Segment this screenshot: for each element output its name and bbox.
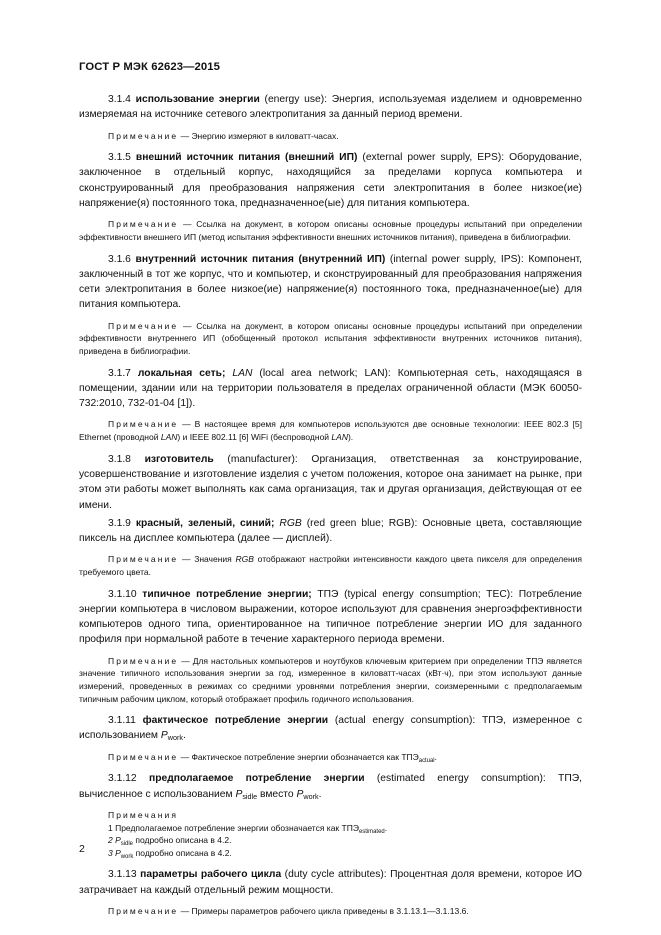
note-text: Примеры параметров рабочего цикла приведены в 3.1.13.1—3.1.13.6. <box>191 905 469 916</box>
definition-text: (external power supply, EPS): Оборудование, заключенное в отдельный корпус, находящийся за пределами корпуса компьютера и сконструированный для преобразования напряжения сети электропитания в более низкое(ие) напряжение(я) постоянного тока, предназначенное(ые) для питания компьютера. <box>79 152 582 210</box>
definition-3-1-6 <box>79 252 582 313</box>
clause-number: 3.1.10 <box>108 588 137 600</box>
notes-heading <box>79 809 582 822</box>
punctuation: . <box>384 822 388 833</box>
definition-text: (local area network; LAN): Компьютерная сеть, находящаяся в помещении, здании или на территории пользователя в пределах ограниченной области (МЭК 60050-732:2010, 732-01-04 [1]). <box>79 367 582 410</box>
note-dash: — <box>178 219 197 230</box>
definition-3-1-5 <box>79 150 582 211</box>
notes-label: Примечания <box>108 809 179 820</box>
term-abbreviation: LAN <box>232 367 253 379</box>
punctuation: . <box>182 730 186 742</box>
clause-number: 3.1.12 <box>108 773 137 785</box>
note-text: ) и IEEE 802.11 [6] WiFi (беспроводной <box>177 432 332 443</box>
definition-3-1-4 <box>79 92 582 123</box>
note-3-1-13 <box>79 905 582 918</box>
note-3-1-7 <box>79 418 582 443</box>
note-3-1-6 <box>79 320 582 358</box>
note-dash: — <box>178 320 197 331</box>
symbol: 3 P <box>108 847 121 858</box>
note-dash: — <box>178 905 192 916</box>
definition-text: (internal power supply, IPS): Компонент, заключенный в тот же корпус, что и компьютер, и сконструированный для преобразования напряжения сети электропитания в более низкое(ие) напряжение(я) постоянного тока, предназначенное(ые) для питания компьютера. <box>79 253 582 311</box>
document-body <box>79 92 582 925</box>
term: предполагаемое потребление энергии <box>148 773 365 785</box>
definition-3-1-13 <box>79 867 582 898</box>
note-text: 1 Предполагаемое потребление энергии обозначается как ТПЭ <box>108 822 359 833</box>
term: параметры рабочего цикла <box>140 869 282 881</box>
symbol: 2 P <box>108 835 121 846</box>
note-label: Примечание <box>108 130 179 141</box>
symbol-subscript: sidle <box>242 791 258 801</box>
punctuation: . <box>434 751 437 762</box>
term: типичное потребление энергии; <box>142 588 312 600</box>
note-text: Энергию измеряют в киловатт-часах. <box>191 130 339 141</box>
note-text: Ссылка на документ, в котором описаны основные процедуры испытаний при определении эффективности внешнего ИП (метод испытания эффективности внешних источников питания), приведена в библиографии. <box>79 219 582 242</box>
symbol-subscript: work <box>120 853 134 860</box>
term: внутренний источник питания (внутренний ИП) <box>135 253 386 265</box>
term: изготовитель <box>144 453 214 465</box>
note-subscript: actual <box>418 757 435 764</box>
symbol-subscript: work <box>167 733 183 743</box>
clause-number: 3.1.8 <box>108 453 131 465</box>
clause-number: 3.1.9 <box>108 517 131 529</box>
note-label: Примечание <box>108 419 179 430</box>
definition-text: вместо <box>257 788 297 800</box>
clause-number: 3.1.5 <box>108 152 131 164</box>
definition-text: (duty cycle attributes): Процентная доля времени, которое ИО затрачивает на каждый отдельный режим мощности. <box>79 869 582 896</box>
note-italic: LAN <box>331 432 348 443</box>
note-text: Значения <box>194 554 236 565</box>
note-text: подробно описана в 4.2. <box>132 835 232 846</box>
note-dash: — <box>178 419 195 430</box>
note-text: отображают настройки интенсивности каждого цвета пикселя для определения требуемого цвета. <box>79 554 582 577</box>
note-text: Фактическое потребление энергии обозначается как ТПЭ <box>191 751 419 762</box>
symbol-subscript: work <box>303 791 319 801</box>
definition-3-1-10 <box>79 587 582 648</box>
note-dash: — <box>178 554 195 565</box>
symbol: P <box>160 730 168 742</box>
note-label: Примечание <box>108 751 179 762</box>
note-3-1-5 <box>79 218 582 243</box>
definition-text: ТПЭ (typical energy consumption; TEC): Потребление энергии компьютера в числовом выражении, которое используют для сравнения энергоэффективности компьютеров одного типа, ориентированное на типичное потребление энергии ИО для заданного профиля при нормальной работе в течение характерного периода времени. <box>79 588 582 646</box>
punctuation: . <box>318 788 322 800</box>
symbol: P <box>296 788 304 800</box>
clause-number: 3.1.11 <box>108 715 136 727</box>
note-label: Примечание <box>108 905 179 916</box>
note-label: Примечание <box>108 655 179 666</box>
note-italic: LAN <box>160 432 178 443</box>
note-italic: RGB <box>235 554 254 565</box>
definition-3-1-9 <box>79 516 582 547</box>
definition-3-1-11 <box>79 713 582 744</box>
symbol: P <box>235 788 243 800</box>
definition-text: (manufacturer): Организация, ответственная за конструирование, усовершенствование и изготовление изделия с учетом положения, которое она занимает на рынке, при этом эти работы может выполнять как сама организация, так и другая организация, действующая от ее имени. <box>79 453 582 511</box>
term: использование энергии <box>135 94 260 105</box>
note-text: ). <box>347 432 354 443</box>
note-item-1 <box>79 822 582 835</box>
definition-text: (energy use): Энергия, используемая изделием и одновременно измеряемая на источнике сетевого электропитания за данный период времени. <box>79 94 582 121</box>
note-text: подробно описана в 4.2. <box>133 847 232 858</box>
clause-number: 3.1.13 <box>108 869 137 881</box>
note-3-1-4 <box>79 130 582 143</box>
note-dash: — <box>178 751 192 762</box>
definition-text: (actual energy consumption): ТПЭ, измеренное с использованием <box>79 715 583 742</box>
note-3-1-10 <box>79 655 582 705</box>
note-label: Примечание <box>108 554 179 565</box>
term: фактическое потребление энергии <box>142 715 329 727</box>
clause-number: 3.1.4 <box>108 94 131 105</box>
term: внешний источник питания (внешний ИП) <box>135 152 358 164</box>
note-label: Примечание <box>108 219 179 230</box>
symbol-subscript: sidle <box>120 841 133 848</box>
note-text: Ссылка на документ, в котором описаны основные процедуры испытаний при определении эффективности внутреннего ИП (обобщенный протокол испытания эффективности внутренних источников питания), приведена в библиографии. <box>79 320 582 356</box>
note-dash: — <box>178 655 193 666</box>
term-abbreviation: RGB <box>279 517 302 529</box>
document-header: ГОСТ Р МЭК 62623—2015 <box>79 61 221 73</box>
note-label: Примечание <box>108 320 179 331</box>
note-item-3 <box>79 847 582 860</box>
note-3-1-9 <box>79 553 582 578</box>
note-dash: — <box>178 130 192 141</box>
clause-number: 3.1.7 <box>108 367 131 379</box>
page-number: 2 <box>79 843 85 855</box>
note-text: Для настольных компьютеров и ноутбуков ключевым критерием при определении ТПЭ является значение типичного использования энергии за год, измеренное в киловатт-часах (кВт·ч), при этом используют данные измерений, проведенных в режимах со средними уровнями потребления энергии, соизмеренными с предполагаемым типичным рабочим циклом, который отображает профиль годичного использования. <box>79 655 582 704</box>
term: локальная сеть; <box>137 367 226 379</box>
note-item-2 <box>79 834 582 847</box>
note-text: В настоящее время для компьютеров используются две основные технологии: IEEE 802.3 [5] Ethernet (проводной <box>79 419 582 443</box>
definition-text: (red green blue; RGB): Основные цвета, составляющие пиксель на дисплее компьютера (далее — дисплей). <box>79 517 582 545</box>
note-3-1-11 <box>79 751 582 764</box>
note-subscript: estimated <box>358 828 385 835</box>
term: красный, зеленый, синий; <box>135 517 275 529</box>
definition-3-1-12 <box>79 771 582 802</box>
definition-3-1-8 <box>79 452 582 513</box>
definition-3-1-7 <box>79 366 582 412</box>
clause-number: 3.1.6 <box>108 253 131 265</box>
definition-text: (estimated energy consumption): ТПЭ, вычисленное с использованием <box>79 773 582 800</box>
